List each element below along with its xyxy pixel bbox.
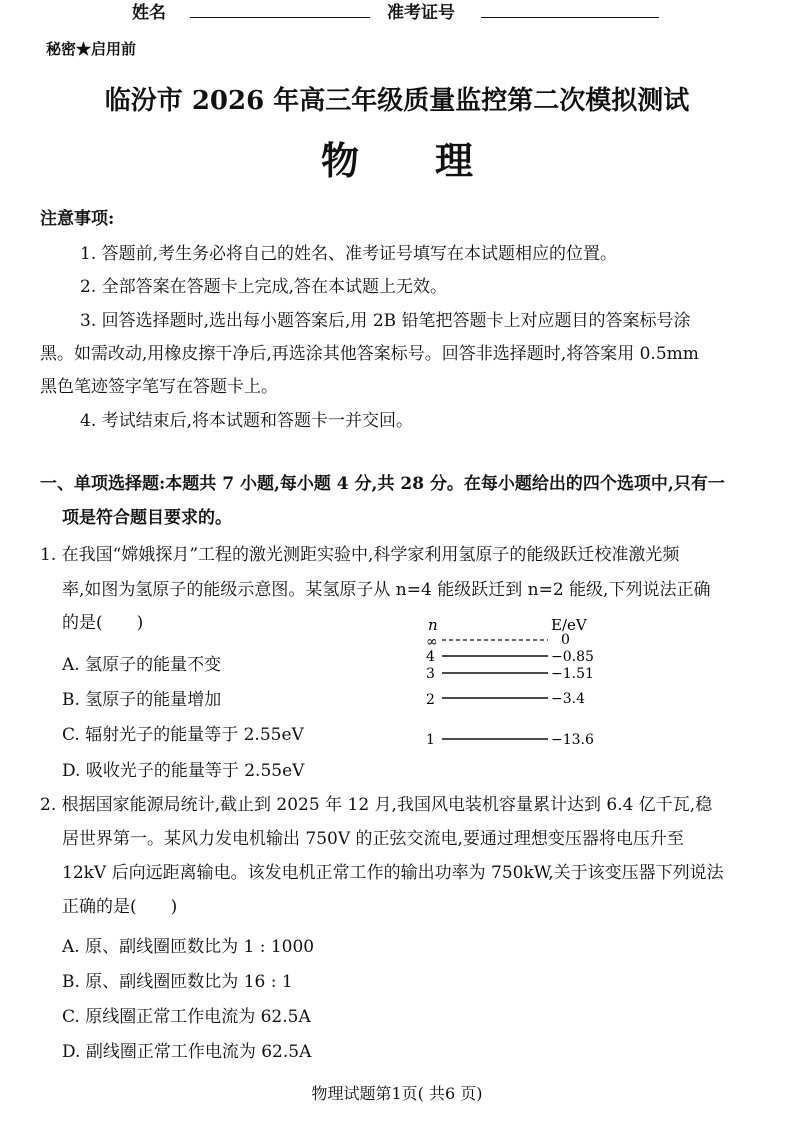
q1-option-b[interactable]: B. 氢原子的能量增加 (62, 690, 222, 710)
notice-item: 4. 考试结束后,将本试题和答题卡一并交回。 (80, 411, 414, 431)
q2-option-d[interactable]: D. 副线圈正常工作电流为 62.5A (62, 1042, 312, 1062)
level-e-4: −0.85 (551, 649, 594, 665)
notice-item: 1. 答题前,考生务必将自己的姓名、准考证号填写在本试题相应的位置。 (80, 244, 618, 264)
q1-stem: 率,如图为氢原子的能级示意图。某氢原子从 n=4 能级跃迁到 n=2 能级,下列说法正确 (62, 580, 711, 600)
q2-option-b[interactable]: B. 原、副线圈匝数比为 16 : 1 (62, 972, 293, 992)
level-e-1: −13.6 (551, 732, 594, 748)
q2-option-c[interactable]: C. 原线圈正常工作电流为 62.5A (62, 1007, 311, 1027)
notice-heading: 注意事项: (40, 209, 115, 229)
q2-stem: 正确的是( ) (62, 897, 178, 917)
level-n-4: 4 (426, 649, 435, 665)
exam-id-blank[interactable] (481, 17, 659, 18)
q1-option-a[interactable]: A. 氢原子的能量不变 (62, 655, 222, 675)
exam-id-label: 准考证号 (387, 3, 455, 23)
q1-stem: 1. 在我国“嫦娥探月”工程的激光测距实验中,科学家利用氢原子的能级跃迁校准激光频 (40, 545, 680, 565)
notice-item: 黑色笔迹签字笔写在答题卡上。 (40, 377, 278, 397)
subject-title: 物 理 (320, 138, 473, 183)
name-blank[interactable] (190, 17, 370, 18)
diagram-e-label: E/eV (551, 616, 587, 634)
q2-stem: 2. 根据国家能源局统计,截止到 2025 年 12 月,我国风电装机容量累计达到 6.4 亿千瓦,稳 (40, 795, 713, 815)
name-label: 姓名 (132, 3, 166, 23)
q2-stem: 12kV 后向远距离输电。该发电机正常工作的输出功率为 750kW,关于该变压器下列说法 (62, 863, 724, 883)
section-heading: 一、单项选择题:本题共 7 小题,每小题 4 分,共 28 分。在每小题给出的四个选项中,只有一 (40, 474, 725, 494)
level-e-3: −1.51 (551, 666, 594, 682)
q1-option-c[interactable]: C. 辐射光子的能量等于 2.55eV (62, 725, 304, 745)
level-e-inf: 0 (561, 632, 570, 648)
section-heading-cont: 项是符合题目要求的。 (62, 508, 232, 528)
notice-item: 黑。如需改动,用橡皮擦干净后,再选涂其他答案标号。回答非选择题时,将答案用 0.5mm (40, 344, 699, 364)
level-n-1: 1 (426, 732, 435, 748)
q1-stem: 的是( ) (62, 613, 144, 633)
q2-option-a[interactable]: A. 原、副线圈匝数比为 1 : 1000 (62, 937, 315, 957)
level-n-3: 3 (426, 666, 435, 682)
q1-option-d[interactable]: D. 吸收光子的能量等于 2.55eV (62, 761, 305, 781)
energy-level-diagram (420, 612, 600, 754)
secret-tag: 秘密★启用前 (46, 40, 137, 58)
exam-title: 临汾市 2026 年高三年级质量监控第二次模拟测试 (104, 86, 690, 116)
level-n-inf: ∞ (426, 634, 438, 650)
diagram-n-label: n (428, 616, 438, 634)
q2-stem: 居世界第一。某风力发电机输出 750V 的正弦交流电,要通过理想变压器将电压升至 (62, 829, 684, 849)
level-n-2: 2 (426, 692, 435, 708)
notice-item: 3. 回答选择题时,选出每小题答案后,用 2B 铅笔把答题卡上对应题目的答案标号涂 (80, 311, 691, 331)
level-e-2: −3.4 (551, 691, 585, 707)
notice-item: 2. 全部答案在答题卡上完成,答在本试题上无效。 (80, 277, 448, 297)
page-footer: 物理试题第1页( 共6 页) (311, 1084, 483, 1103)
